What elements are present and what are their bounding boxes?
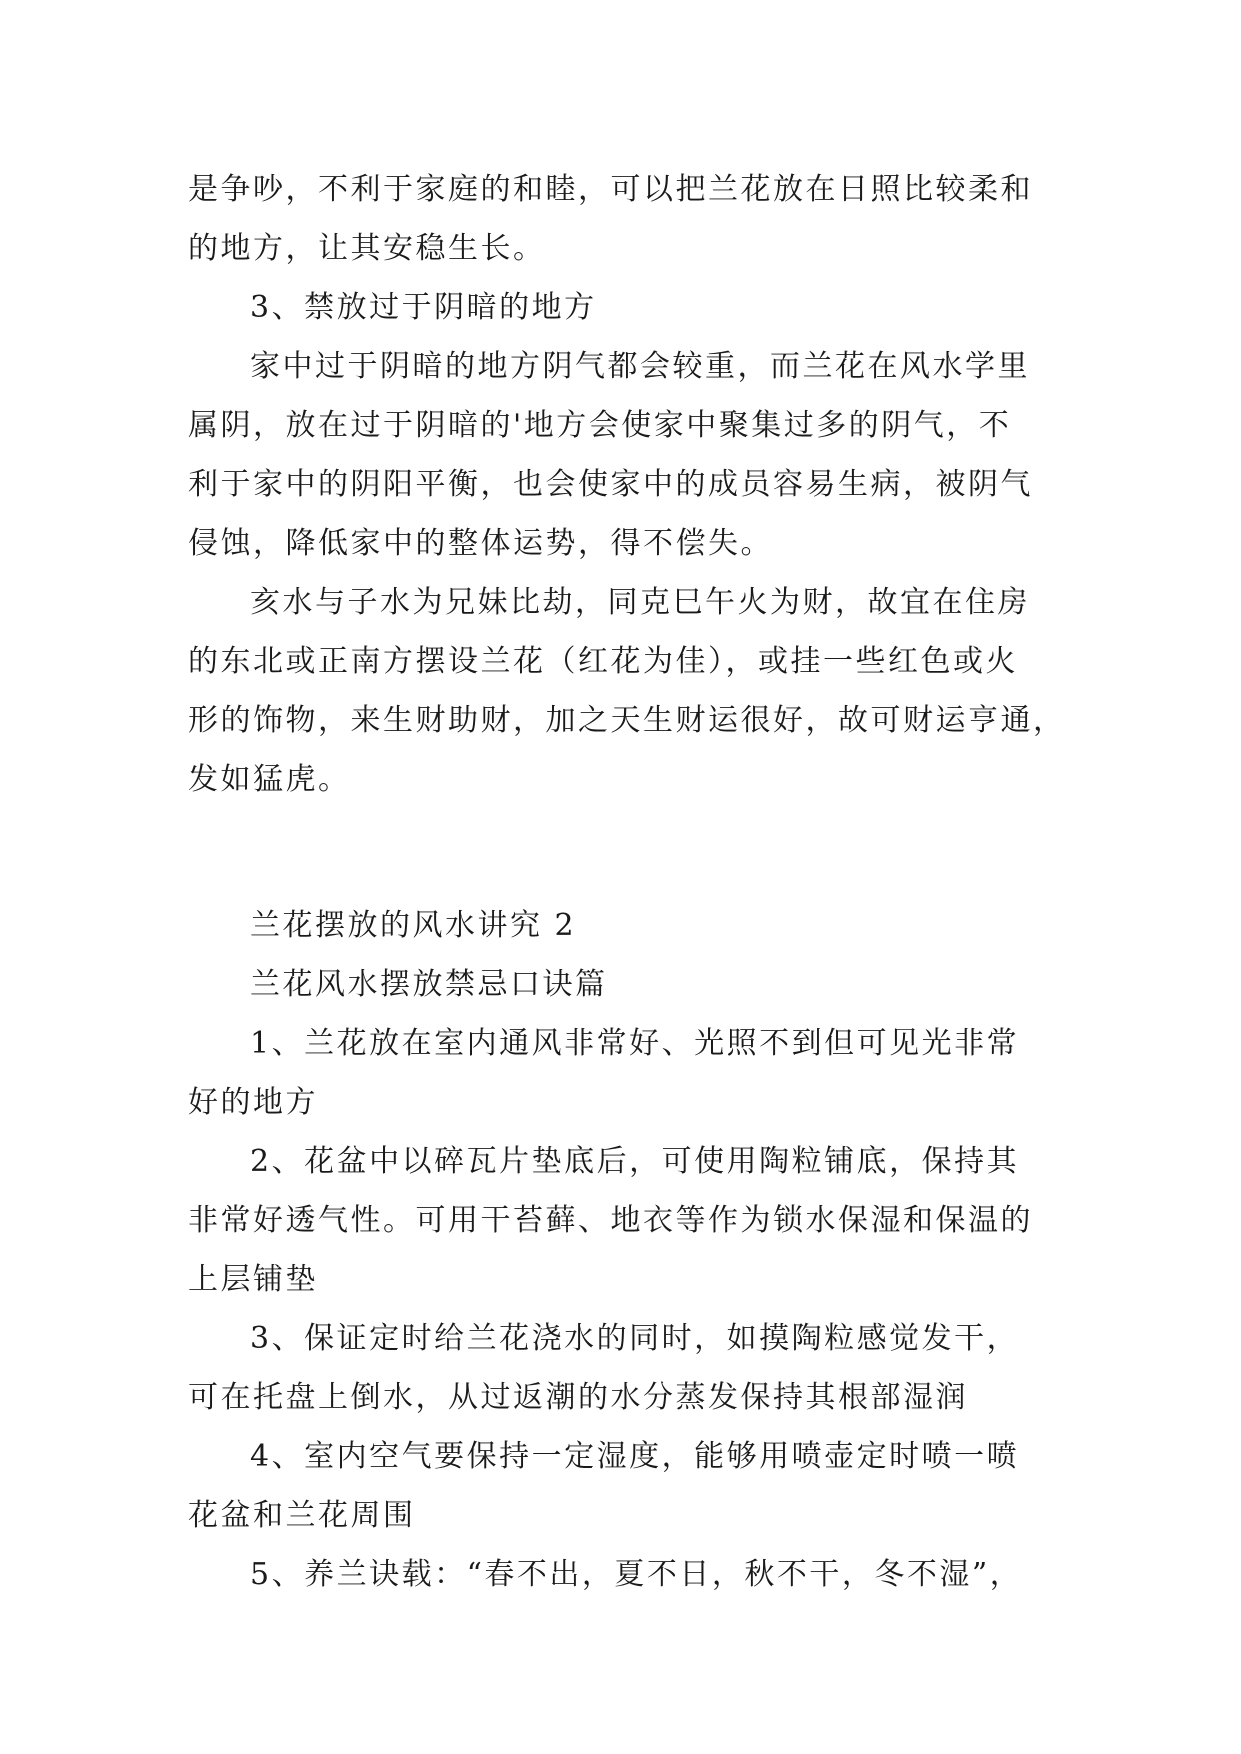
section-gap bbox=[188, 809, 1050, 896]
text-line: 形的饰物，来生财助财，加之天生财运很好，故可财运亨通， bbox=[188, 703, 1066, 738]
text-line: 兰花摆放的风水讲究 2 bbox=[250, 908, 577, 943]
text-line: 属阴，放在过于阴暗的'地方会使家中聚集过多的阴气，不 bbox=[188, 408, 1012, 443]
text-line: 的地方，让其安稳生长。 bbox=[188, 231, 546, 266]
text-line: 好的地方 bbox=[188, 1085, 318, 1120]
text-line: 兰花风水摆放禁忌口诀篇 bbox=[250, 967, 608, 1002]
text-line: 亥水与子水为兄妹比劫，同克巳午火为财，故宜在住房 bbox=[250, 585, 1030, 620]
text-line: 的东北或正南方摆设兰花（红花为佳），或挂一些红色或火 bbox=[188, 644, 1018, 679]
text-line: 上层铺垫 bbox=[188, 1262, 318, 1297]
text-line: 利于家中的阴阳平衡，也会使家中的成员容易生病，被阴气 bbox=[188, 467, 1033, 502]
text-line: 3、保证定时给兰花浇水的同时，如摸陶粒感觉发干， bbox=[250, 1321, 1020, 1356]
document-section-1 bbox=[188, 160, 1066, 809]
text-line: 5、养兰诀载：“春不出，夏不日，秋不干，冬不湿”， bbox=[250, 1557, 1023, 1592]
text-line: 是争吵，不利于家庭的和睦，可以把兰花放在日照比较柔和 bbox=[188, 172, 1033, 207]
text-line: 发如猛虎。 bbox=[188, 762, 351, 797]
text-line: 家中过于阴暗的地方阴气都会较重，而兰花在风水学里 bbox=[250, 349, 1030, 384]
text-line: 4、室内空气要保持一定湿度，能够用喷壶定时喷一喷 bbox=[250, 1439, 1020, 1474]
text-line: 2、花盆中以碎瓦片垫底后，可使用陶粒铺底，保持其 bbox=[250, 1144, 1020, 1179]
text-line: 侵蚀，降低家中的整体运势，得不偿失。 bbox=[188, 526, 773, 561]
text-line: 花盆和兰花周围 bbox=[188, 1498, 416, 1533]
text-line: 3、禁放过于阴暗的地方 bbox=[250, 290, 597, 325]
document-section-2 bbox=[188, 896, 1050, 1604]
document-body bbox=[188, 160, 1066, 1604]
text-line: 可在托盘上倒水，从过返潮的水分蒸发保持其根部湿润 bbox=[188, 1380, 968, 1415]
text-line: 1、兰花放在室内通风非常好、光照不到但可见光非常 bbox=[250, 1026, 1020, 1061]
text-line: 非常好透气性。可用干苔藓、地衣等作为锁水保湿和保温的 bbox=[188, 1203, 1033, 1238]
